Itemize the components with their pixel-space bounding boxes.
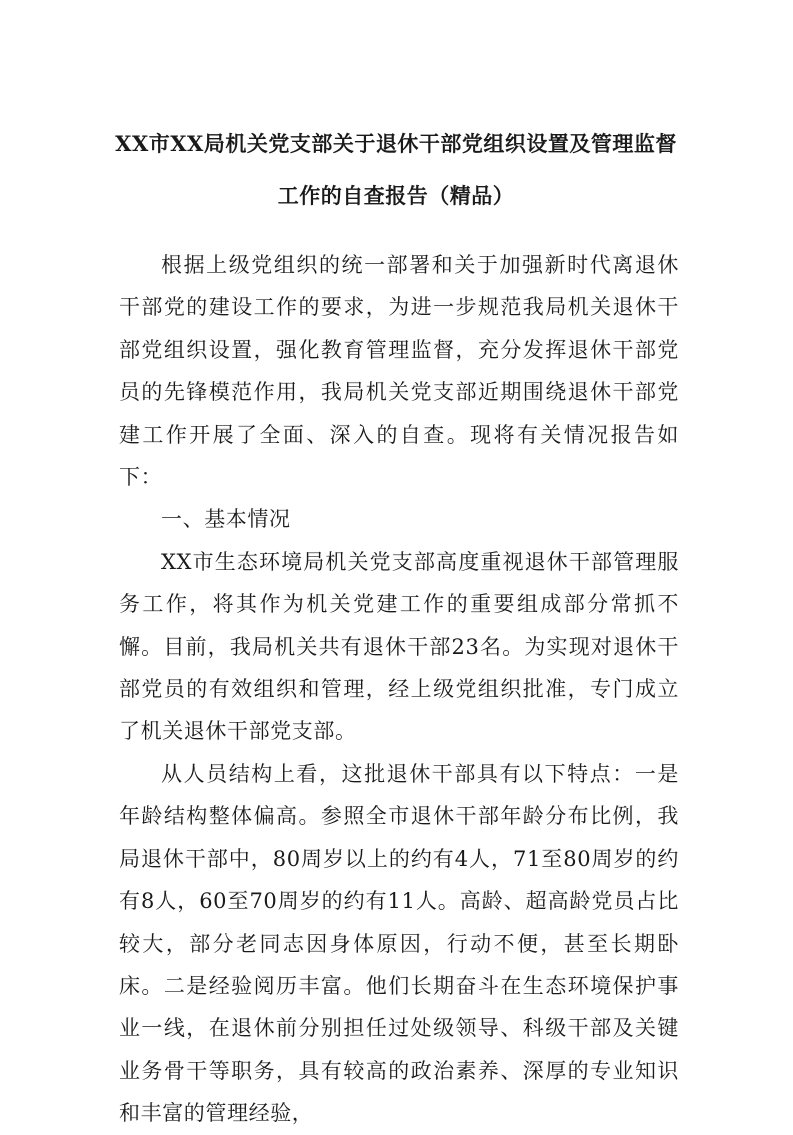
document-title-line-1: XX市XX局机关党支部关于退休干部党组织设置及管理监督 — [115, 131, 677, 156]
document-title-line-2: 工作的自查报告（精品） — [277, 183, 515, 208]
paragraph-intro: 根据上级党组织的统一部署和关于加强新时代离退休干部党的建设工作的要求，为进一步规范我局机关退休干部党组织设置，强化教育管理监督，充分发挥退休干部党员的先锋模范作用，我局机关党支部近期围绕退休干部党建工作开展了全面、深入的自查。现将有关情况报告如下： — [119, 253, 679, 490]
paragraph-basic-situation: XX市生态环境局机关党支部高度重视退休干部管理服务工作，将其作为机关党建工作的重要组成部分常抓不懈。目前，我局机关共有退休干部23名。为实现对退休干部党员的有效组织和管理，经上级党组织批准，专门成立了机关退休干部党支部。 — [119, 549, 679, 744]
paragraph-personnel-structure: 从人员结构上看，这批退休干部具有以下特点：一是年龄结构整体偏高。参照全市退休干部年龄分布比例，我局退休干部中，80周岁以上的约有4人，71至80周岁的约有8人，60至70周岁的约有11人。高龄、超高龄党员占比较大，部分老同志因身体原因，行动不便，甚至长期卧床。二是经验阅历丰富。他们长期奋斗在生态环境保护事业一线，在退休前分别担任过处级领导、科级干部及关键业务骨干等职务，具有较高的政治素养、深厚的专业知识和丰富的管理经验， — [119, 761, 679, 1126]
document-body — [119, 244, 679, 1135]
section-heading-basic-situation: 一、基本情况 — [161, 507, 291, 532]
